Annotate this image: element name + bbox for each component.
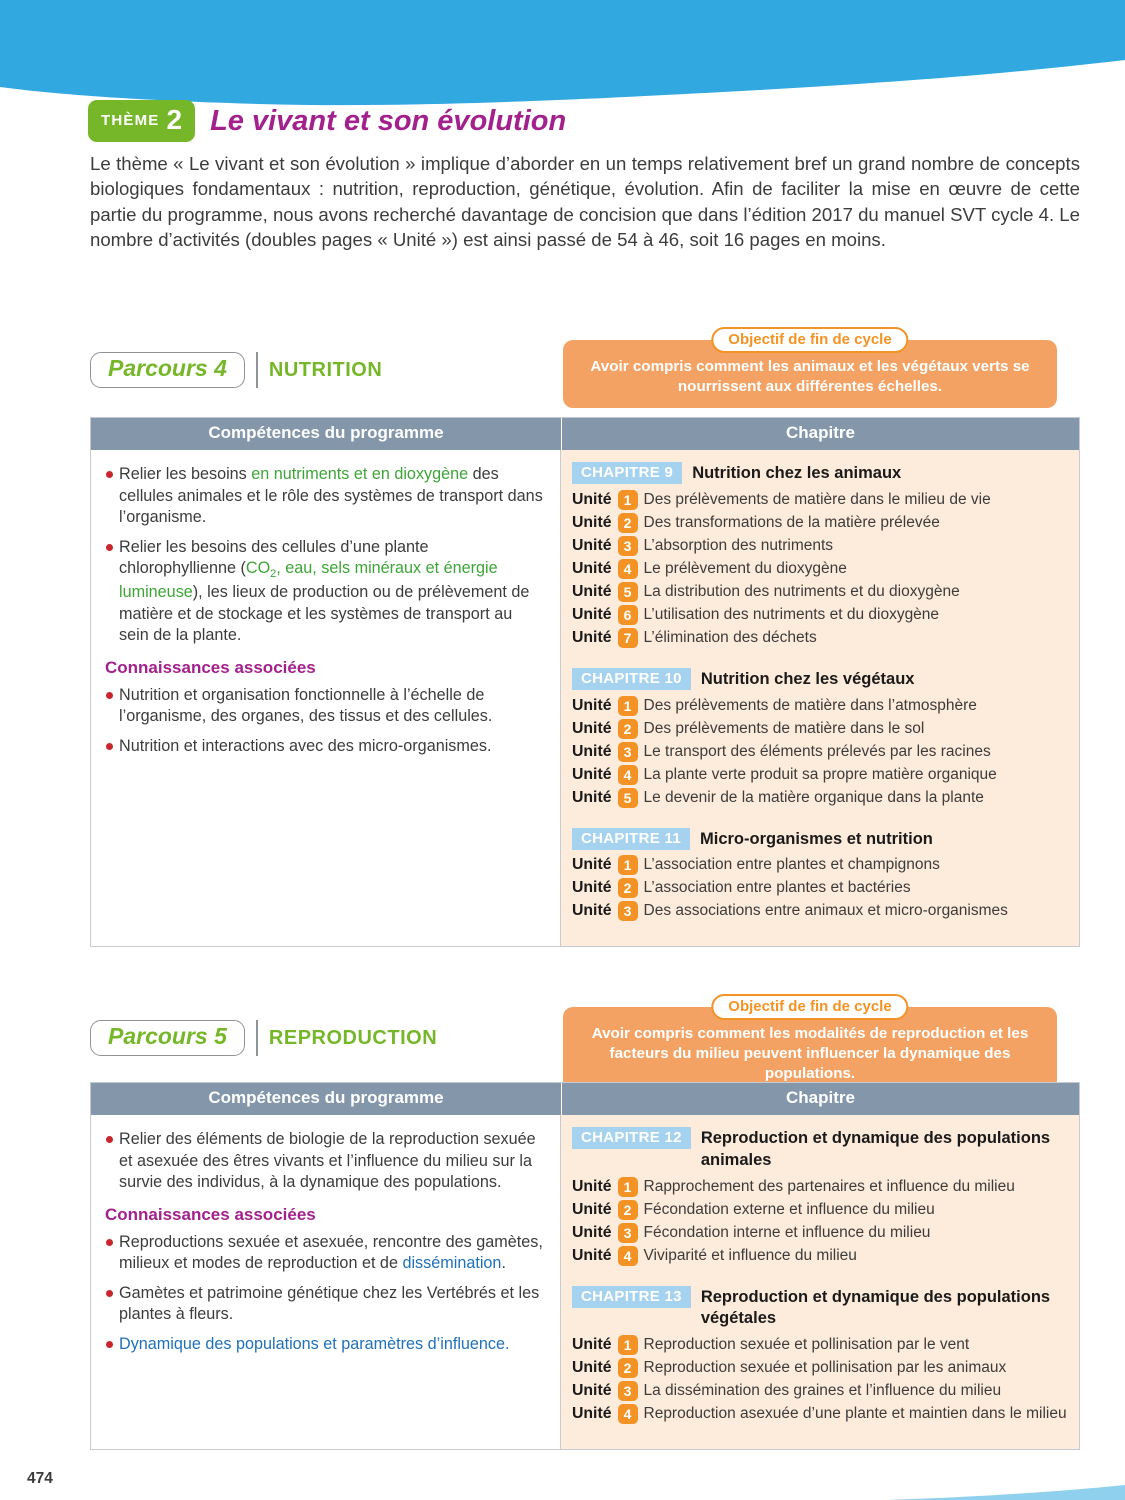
corner-wave-decoration <box>885 1480 1125 1500</box>
parcours-subject: REPRODUCTION <box>268 1026 438 1049</box>
unit-title: Fécondation interne et influence du milieu <box>643 1223 931 1241</box>
unit-row <box>572 1335 1069 1355</box>
competences-column <box>91 1115 561 1449</box>
unit-title: Fécondation externe et influence du milieu <box>643 1200 935 1218</box>
chapter-block <box>572 828 1069 922</box>
unit-label: Unité <box>572 582 612 600</box>
chapitre-header: Chapitre <box>561 418 1079 450</box>
unit-title: Le transport des éléments prélevés par les racines <box>643 742 991 760</box>
unit-title: L’utilisation des nutriments et du dioxygène <box>643 605 940 623</box>
unit-row <box>572 1358 1069 1378</box>
unit-title: Des prélèvements de matière dans le milieu de vie <box>643 490 991 508</box>
competence-text: Gamètes et patrimoine génétique chez les Vertébrés et les plantes à fleurs. <box>119 1283 540 1324</box>
chapter-block <box>572 1286 1069 1425</box>
unit-row <box>572 1177 1069 1197</box>
objectif-pill: Objectif de fin de cycle <box>711 994 908 1020</box>
theme-header <box>88 100 566 142</box>
unit-row <box>572 765 1069 785</box>
unit-number-badge: 2 <box>618 719 638 739</box>
unit-title: Des transformations de la matière prélevée <box>643 513 940 531</box>
unit-label: Unité <box>572 490 612 508</box>
chapter-label: CHAPITRE 11 <box>572 828 690 850</box>
chapter-title: Micro-organismes et nutrition <box>700 829 933 848</box>
parcours-label: Parcours 4 <box>90 352 245 388</box>
bullet-dot <box>106 544 113 551</box>
unit-label: Unité <box>572 765 612 783</box>
unit-number-badge: 1 <box>618 490 638 510</box>
unit-number-badge: 2 <box>618 1358 638 1378</box>
unit-title: Des prélèvements de matière dans le sol <box>643 719 925 737</box>
competence-text: Nutrition et organisation fonctionnelle à l’échelle de l’organisme, des organes, des tissus et des cellules. <box>119 685 493 726</box>
chapter-head <box>572 828 1069 851</box>
parcours-subject: NUTRITION <box>268 358 383 381</box>
unit-label: Unité <box>572 742 612 760</box>
unit-number-badge: 4 <box>618 1246 638 1266</box>
unit-row <box>572 628 1069 648</box>
competence-item <box>105 1283 544 1326</box>
competence-text: Reproductions sexuée et asexuée, rencontre des gamètes, milieux et modes de reproduction et de dissémination. <box>119 1232 543 1273</box>
competence-text: Relier les besoins des cellules d’une plante chlorophyllienne ($CO_2$, eau, sels minéraux et énergie lumineuse), les lieux de production ou de prélèvement de matière et de stockage et les systèmes de transport au sein de la plante. <box>119 537 530 645</box>
competence-item <box>105 685 544 728</box>
unit-row <box>572 1223 1069 1243</box>
bullet-dot <box>106 1290 113 1297</box>
unit-number-badge: 2 <box>618 1200 638 1220</box>
unit-row <box>572 719 1069 739</box>
unit-title: Des associations entre animaux et micro-organismes <box>643 902 1008 920</box>
unit-title: L’association entre plantes et champignons <box>643 856 940 874</box>
chapter-head <box>572 462 1069 485</box>
competences-subheading: Connaissances associées <box>105 657 316 677</box>
unit-row <box>572 559 1069 579</box>
unit-number-badge: 2 <box>618 878 638 898</box>
theme-label: THÈME <box>101 111 160 129</box>
unit-title: La dissémination des graines et l’influence du milieu <box>643 1382 1002 1400</box>
unit-label: Unité <box>572 1177 612 1195</box>
unit-label: Unité <box>572 605 612 623</box>
unit-title: La plante verte produit sa propre matière organique <box>643 765 997 783</box>
unit-title: L’absorption des nutriments <box>643 536 834 554</box>
competence-item <box>105 537 544 647</box>
unit-number-badge: 3 <box>618 901 638 921</box>
competence-text: Relier des éléments de biologie de la reproduction sexuée et asexuée des êtres vivants et l’influence du milieu sur la survie des individus, à la dynamique des populations. <box>119 1130 536 1192</box>
competence-item <box>105 1129 544 1194</box>
unit-row <box>572 696 1069 716</box>
chapter-label: CHAPITRE 9 <box>572 462 682 484</box>
unit-number-badge: 5 <box>618 582 638 602</box>
unit-label: Unité <box>572 1382 612 1400</box>
unit-number-badge: 3 <box>618 742 638 762</box>
bullet-dot <box>106 692 113 699</box>
chapitre-header: Chapitre <box>561 1083 1079 1115</box>
chapter-head <box>572 668 1069 691</box>
unit-label: Unité <box>572 628 612 646</box>
theme-badge <box>88 100 195 142</box>
competence-text: Relier les besoins en nutriments et en dioxygène des cellules animales et le rôle des systèmes de transport dans l’organisme. <box>119 465 543 527</box>
bullet-dot <box>106 1239 113 1246</box>
page-number: 474 <box>27 1470 53 1487</box>
objectif-pill: Objectif de fin de cycle <box>711 327 908 353</box>
unit-label: Unité <box>572 1336 612 1354</box>
competence-item <box>105 736 544 758</box>
unit-number-badge: 1 <box>618 1335 638 1355</box>
unit-row <box>572 788 1069 808</box>
bullet-dot <box>106 1136 113 1143</box>
competence-text: Dynamique des populations et paramètres d’influence. <box>119 1334 510 1353</box>
theme-number: 2 <box>166 104 183 135</box>
unit-label: Unité <box>572 1359 612 1377</box>
unit-label: Unité <box>572 1200 612 1218</box>
chapter-title: Nutrition chez les animaux <box>692 464 902 482</box>
unit-title: Reproduction sexuée et pollinisation par les animaux <box>643 1359 1007 1377</box>
chapter-title: Reproduction et dynamique des populations végétales <box>700 1287 1051 1328</box>
unit-label: Unité <box>572 513 612 531</box>
unit-row <box>572 1404 1069 1424</box>
program-table-nutrition <box>90 417 1080 947</box>
unit-title: L’élimination des déchets <box>643 628 817 646</box>
chapter-head <box>572 1127 1069 1172</box>
unit-label: Unité <box>572 1223 612 1241</box>
chapter-label: CHAPITRE 10 <box>572 668 691 690</box>
chapter-block <box>572 1127 1069 1266</box>
table-header-row <box>91 418 1079 450</box>
objectif-box: Avoir compris comment les modalités de reproduction et les facteurs du milieu peuvent influencer la dynamique des populations. <box>563 1007 1057 1096</box>
unit-title: La distribution des nutriments et du dioxygène <box>643 582 960 600</box>
unit-number-badge: 3 <box>618 536 638 556</box>
unit-title: Le devenir de la matière organique dans la plante <box>643 788 984 806</box>
unit-row <box>572 582 1069 602</box>
program-table-reproduction <box>90 1082 1080 1450</box>
objectif-group-nutrition <box>563 331 1057 408</box>
bullet-dot <box>106 1341 113 1348</box>
unit-row <box>572 855 1069 875</box>
unit-number-badge: 3 <box>618 1381 638 1401</box>
chapter-head <box>572 1286 1069 1331</box>
unit-row <box>572 878 1069 898</box>
competences-column <box>91 450 561 946</box>
unit-number-badge: 1 <box>618 855 638 875</box>
competences-header: Compétences du programme <box>208 1088 444 1107</box>
unit-title: Viviparité et influence du milieu <box>643 1246 857 1264</box>
unit-label: Unité <box>572 1405 612 1423</box>
unit-title: L’association entre plantes et bactéries <box>643 879 911 897</box>
unit-row <box>572 1381 1069 1401</box>
unit-number-badge: 1 <box>618 696 638 716</box>
unit-number-badge: 6 <box>618 605 638 625</box>
unit-number-badge: 2 <box>618 513 638 533</box>
table-body <box>91 1115 1079 1449</box>
unit-title: Reproduction asexuée d’une plante et maintien dans le milieu <box>643 1405 1067 1423</box>
competences-subheading: Connaissances associées <box>105 1204 316 1224</box>
unit-row <box>572 901 1069 921</box>
unit-number-badge: 4 <box>618 1404 638 1424</box>
table-body <box>91 450 1079 946</box>
unit-row <box>572 1200 1069 1220</box>
unit-number-badge: 5 <box>618 788 638 808</box>
unit-label: Unité <box>572 788 612 806</box>
parcours-label: Parcours 5 <box>90 1020 245 1056</box>
unit-number-badge: 4 <box>618 559 638 579</box>
unit-number-badge: 7 <box>618 628 638 648</box>
unit-title: Le prélèvement du dioxygène <box>643 559 847 577</box>
competences-header: Compétences du programme <box>208 423 444 442</box>
unit-title: Reproduction sexuée et pollinisation par le vent <box>643 1336 970 1354</box>
unit-label: Unité <box>572 719 612 737</box>
unit-label: Unité <box>572 536 612 554</box>
unit-label: Unité <box>572 696 612 714</box>
chapter-title: Reproduction et dynamique des populations animales <box>700 1129 1051 1169</box>
parcours-divider <box>256 352 258 388</box>
page-title: Le vivant et son évolution <box>210 104 567 137</box>
unit-title: Rapprochement des partenaires et influence du milieu <box>643 1177 1015 1195</box>
unit-label: Unité <box>572 856 612 874</box>
unit-row <box>572 490 1069 510</box>
competence-item <box>105 1232 544 1275</box>
unit-row <box>572 742 1069 762</box>
parcours-row-reproduction <box>90 1020 437 1056</box>
bullet-dot <box>106 743 113 750</box>
bullet-dot <box>106 471 113 478</box>
unit-number-badge: 4 <box>618 765 638 785</box>
table-header-row <box>91 1083 1079 1115</box>
chapters-column <box>561 450 1079 946</box>
chapter-label: CHAPITRE 12 <box>572 1127 691 1149</box>
parcours-divider <box>256 1020 258 1056</box>
unit-row <box>572 536 1069 556</box>
unit-row <box>572 513 1069 533</box>
competence-item <box>105 464 544 529</box>
chapter-label: CHAPITRE 13 <box>572 1286 691 1308</box>
objectif-box: Avoir compris comment les animaux et les végétaux verts se nourrissent aux différentes échelles. <box>563 340 1057 408</box>
competence-item <box>105 1334 544 1356</box>
chapter-block <box>572 668 1069 808</box>
unit-label: Unité <box>572 559 612 577</box>
chapter-title: Nutrition chez les végétaux <box>700 669 915 688</box>
unit-label: Unité <box>572 1246 612 1264</box>
unit-number-badge: 1 <box>618 1177 638 1197</box>
unit-label: Unité <box>572 879 612 897</box>
chapters-column <box>561 1115 1079 1449</box>
parcours-row-nutrition <box>90 352 382 388</box>
unit-number-badge: 3 <box>618 1223 638 1243</box>
intro-paragraph: Le thème « Le vivant et son évolution » implique d’aborder en un temps relativement bref un grand nombre de concepts biologiques fondamentaux : nutrition, reproduction, génétique, évolution. Afin de faciliter la mise en œuvre de cette partie du programme, nous avons recherché davantage de concision que dans l’édition 2017 du manuel SVT cycle 4. Le nombre d’activités (doubles pages « Unité ») est ainsi passé de 54 à 46, soit 16 pages en moins. <box>90 153 1080 251</box>
unit-label: Unité <box>572 902 612 920</box>
unit-row <box>572 1246 1069 1266</box>
chapter-block <box>572 462 1069 648</box>
unit-row <box>572 605 1069 625</box>
unit-title: Des prélèvements de matière dans l’atmosphère <box>643 696 977 714</box>
competence-text: Nutrition et interactions avec des micro-organismes. <box>119 736 492 755</box>
